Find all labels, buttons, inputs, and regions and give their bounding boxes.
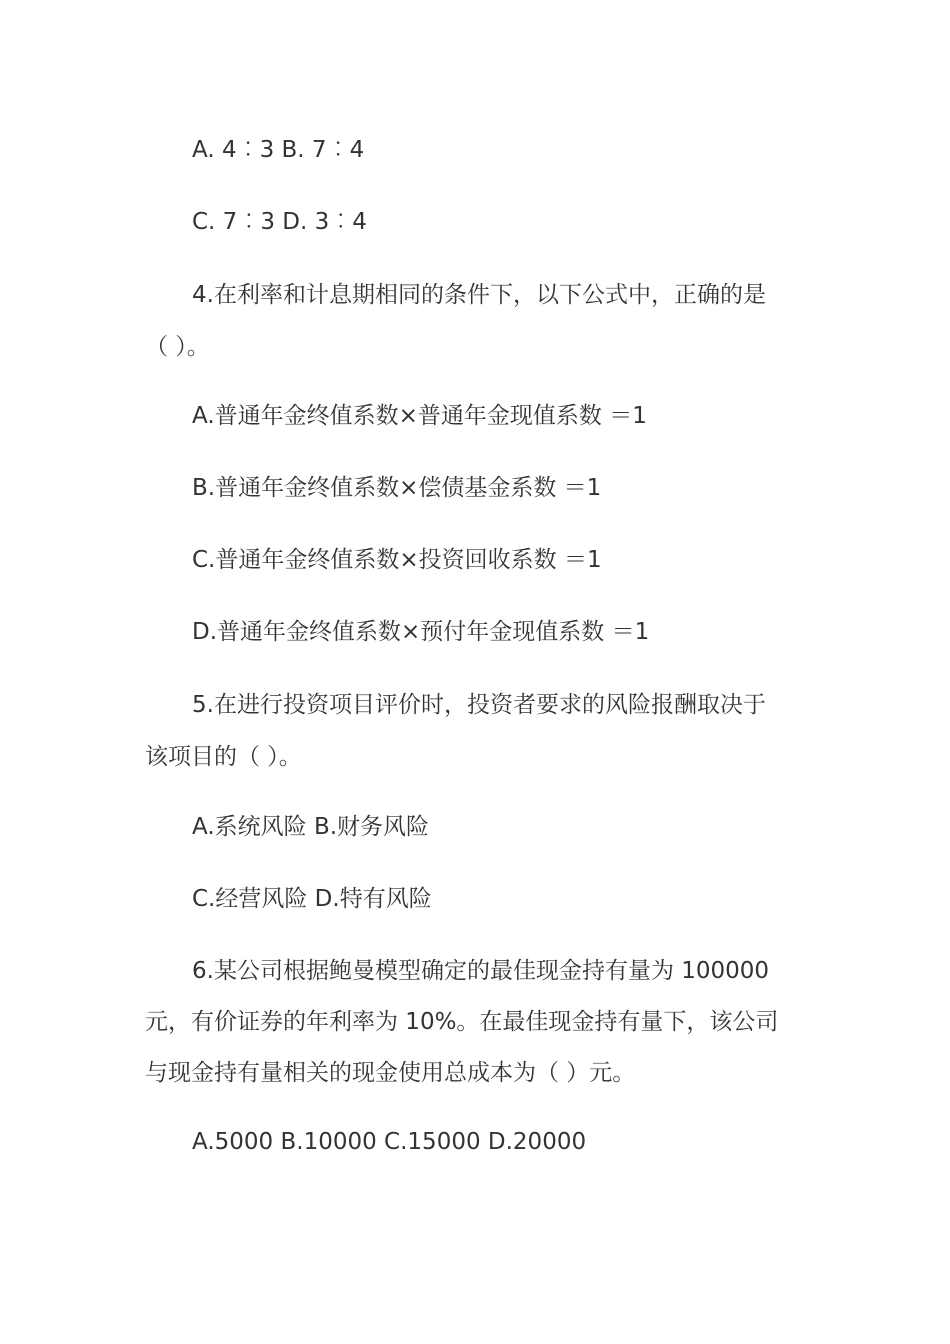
q4-option-a: A.普通年金终值系数×普通年金现值系数 ＝1 xyxy=(192,403,647,429)
q6-stem-line3: 与现金持有量相关的现金使用总成本为（ ）元。 xyxy=(145,1060,636,1086)
q3-options-ab: A. 4︰3 B. 7︰4 xyxy=(192,137,365,163)
q6-options: A.5000 B.10000 C.15000 D.20000 xyxy=(192,1129,587,1155)
q5-options-ab: A.系统风险 B.财务风险 xyxy=(192,814,430,840)
q4-option-c: C.普通年金终值系数×投资回收系数 ＝1 xyxy=(192,547,602,573)
q5-options-cd: C.经营风险 D.特有风险 xyxy=(192,886,432,912)
q5-stem-line2: 该项目的（ ）。 xyxy=(145,744,302,770)
q6-stem-line1: 6.某公司根据鲍曼模型确定的最佳现金持有量为 100000 xyxy=(192,958,770,984)
q4-option-b: B.普通年金终值系数×偿债基金系数 ＝1 xyxy=(192,475,602,501)
q3-options-cd: C. 7︰3 D. 3︰4 xyxy=(192,209,367,235)
q4-stem xyxy=(145,280,815,362)
q6-stem xyxy=(145,956,815,1088)
q4-option-d: D.普通年金终值系数×预付年金现值系数 ＝1 xyxy=(192,619,650,645)
q4-stem-line2: （ ）。 xyxy=(145,334,210,360)
q5-stem-line1: 5.在进行投资项目评价时，投资者要求的风险报酬取决于 xyxy=(192,692,766,718)
q5-stem xyxy=(145,690,815,772)
q4-stem-line1: 4.在利率和计息期相同的条件下，以下公式中，正确的是 xyxy=(192,282,766,308)
q6-stem-line2: 元，有价证券的年利率为 10%。在最佳现金持有量下，该公司 xyxy=(145,1009,779,1035)
